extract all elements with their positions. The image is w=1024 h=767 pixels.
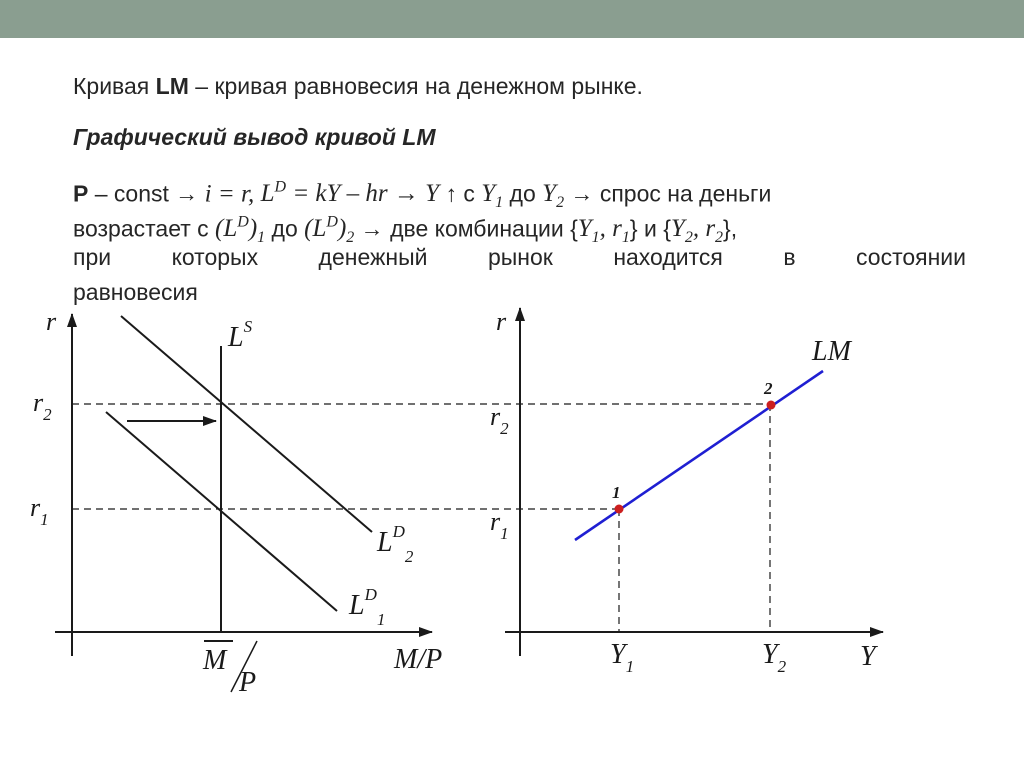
point-label-2: 2 (764, 379, 773, 398)
lm-curve-graph (490, 307, 883, 676)
equilibrium-point-2 (767, 401, 776, 410)
equilibrium-connectors (72, 404, 770, 632)
right-rate-label-r1: $r_1$ (490, 507, 509, 543)
body-line-3: при которых денежный рынок находится в состоянии (73, 244, 966, 270)
money-supply-label: $L^S$ (228, 317, 253, 353)
real-money-label-m: M (203, 645, 227, 676)
income-label-y1: $Y_1$ (610, 639, 635, 676)
slide-title: Кривая LM – кривая равновесия на денежном рынке. (73, 73, 643, 99)
lm-curve-label: LM (812, 336, 851, 367)
right-y-axis-label: r (496, 307, 507, 336)
left-y-axis-label: r (46, 307, 57, 336)
demand-curve-label-1: $L^D_1$ (349, 585, 386, 629)
left-rate-label-r1: $r_1$ (30, 493, 49, 529)
income-label-y2: $Y_2$ (762, 639, 787, 676)
demand-curve-label-2: $L^D_2$ (377, 522, 414, 566)
money-demand-curve-2 (121, 316, 372, 532)
lm-curve-line (575, 371, 823, 540)
point-label-1: 1 (612, 483, 621, 502)
right-x-axis-label: Y (860, 641, 876, 672)
real-money-label-p: P (239, 667, 257, 698)
body-line-2: возрастает с $(L^D)_1$ до $(L^D)_2$ → две комбинации {$Y_1$, $r_1$} и {$Y_2$, $r_2$}, (73, 214, 738, 247)
right-rate-label-r2: $r_2$ (490, 402, 509, 438)
body-line-4: равновесия (73, 279, 198, 305)
left-rate-label-r2: $r_2$ (33, 388, 52, 424)
money-market-graph (30, 307, 442, 698)
left-x-axis-label: M/P (394, 644, 443, 675)
body-line-1: P – const → i = r, $L^D$ = kY – hr → Y ↑ с $Y_1$ до $Y_2$ → спрос на деньги (73, 179, 772, 212)
equilibrium-point-1 (615, 505, 624, 514)
slide-subtitle: Графический вывод кривой LM (73, 124, 436, 150)
